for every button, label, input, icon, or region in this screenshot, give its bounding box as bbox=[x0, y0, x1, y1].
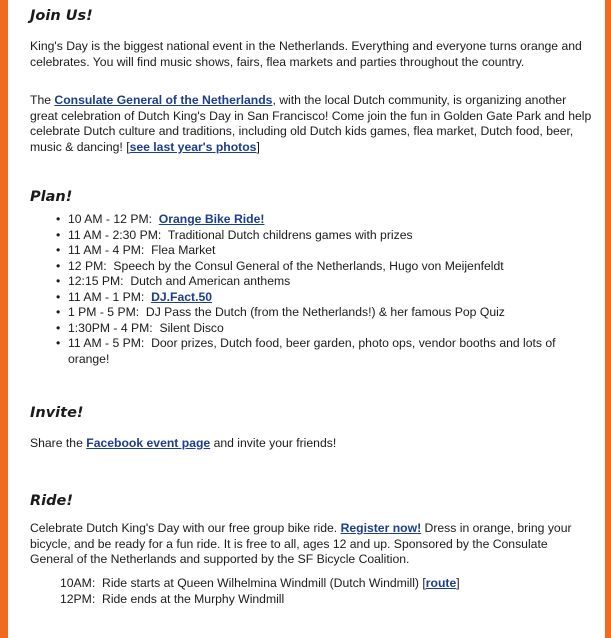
invite-paragraph bbox=[30, 436, 592, 452]
plan-text: DJ Pass the Dutch (from the Netherlands!) & her famous Pop Quiz bbox=[145, 305, 505, 320]
text: ] bbox=[256, 139, 260, 154]
plan-text: Speech by the Consul General of the Netherlands, Hugo von Meijenfeldt bbox=[113, 258, 504, 273]
plan-text: Door prizes, Dutch food, beer garden, photo ops, vendor booths and lots of orange! bbox=[68, 336, 556, 366]
plan-item: • 12:15 PM: Dutch and American anthems bbox=[56, 274, 291, 289]
plan-time: 11 AM - 1 PM: bbox=[68, 289, 145, 304]
text: Celebrate Dutch King's Day with our free group bike ride. bbox=[30, 521, 341, 535]
plan-item: • 1:30PM - 4 PM: Silent Disco bbox=[56, 320, 224, 335]
plan-time: 1 PM - 5 PM: bbox=[68, 305, 140, 320]
ride-time: 10AM: bbox=[60, 576, 96, 590]
plan-item: • 1 PM - 5 PM: DJ Pass the Dutch (from the Netherlands!) & her famous Pop Quiz bbox=[56, 305, 505, 320]
orange-bike-ride-link[interactable]: Orange Bike Ride! bbox=[158, 212, 265, 226]
plan-item: • 11 AM - 4 PM: Flea Market bbox=[56, 243, 216, 258]
plan-text: Dutch and American anthems bbox=[130, 274, 291, 289]
plan-heading: Plan! bbox=[30, 189, 73, 205]
ride-schedule-item bbox=[60, 576, 460, 592]
ride-text: Ride starts at Queen Wilhelmina Windmill (Dutch Windmill) [ bbox=[102, 576, 426, 590]
dj-fact-50-link[interactable]: DJ.Fact.50 bbox=[151, 289, 213, 304]
plan-time: 12 PM: bbox=[68, 258, 107, 273]
plan-time: 11 AM - 5 PM: bbox=[68, 336, 145, 351]
text: The bbox=[30, 93, 55, 107]
ride-paragraph bbox=[30, 521, 592, 568]
join-paragraph-1: King's Day is the biggest national event in the Netherlands. Everything and everyone turns orange and celebrates. You will find music shows, fairs, flea markets and parties throughout the country. bbox=[30, 39, 582, 69]
join-paragraph-2 bbox=[30, 93, 592, 155]
register-link[interactable]: Register now! bbox=[340, 521, 422, 535]
plan-list bbox=[30, 212, 590, 367]
text: Share the bbox=[30, 436, 87, 450]
facebook-event-link[interactable]: Facebook event page bbox=[86, 436, 211, 450]
text: ] bbox=[456, 576, 460, 590]
plan-item: • 11 AM - 1 PM: DJ.Fact.50 bbox=[56, 289, 213, 304]
plan-time: 12:15 PM: bbox=[68, 274, 124, 289]
plan-time: 11 AM - 4 PM: bbox=[68, 243, 145, 258]
ride-text: Ride ends at the Murphy Windmill bbox=[102, 591, 285, 606]
plan-time: 10 AM - 12 PM: bbox=[68, 212, 152, 226]
plan-item: • 11 AM - 2:30 PM: Traditional Dutch childrens games with prizes bbox=[56, 227, 413, 242]
text: and invite your friends! bbox=[210, 436, 337, 450]
ride-time: 12PM: bbox=[60, 591, 96, 606]
ride-schedule bbox=[60, 576, 460, 607]
plan-item: • 12 PM: Speech by the Consul General of the Netherlands, Hugo von Meijenfeldt bbox=[56, 258, 504, 273]
consulate-link[interactable]: Consulate General of the Netherlands bbox=[54, 93, 273, 107]
route-link[interactable]: route bbox=[425, 576, 457, 590]
plan-time: 11 AM - 2:30 PM: bbox=[68, 227, 162, 242]
text: Dress in orange, bring your bicycle, and be ready for a fun ride. It is free to all, ages 12 and up. Sponsored by the Consulate General of the Netherlands and supported by the SF Bicycle Coalition. bbox=[30, 521, 572, 567]
join-heading: Join Us! bbox=[30, 8, 93, 24]
plan-text: Traditional Dutch childrens games with prizes bbox=[167, 227, 413, 242]
plan-item: • 10 AM - 12 PM: Orange Bike Ride! bbox=[56, 212, 265, 226]
photos-link[interactable]: see last year's photos bbox=[129, 139, 257, 154]
plan-text: Silent Disco bbox=[159, 320, 224, 335]
plan-time: 1:30PM - 4 PM: bbox=[68, 320, 153, 335]
plan-item: • 11 AM - 5 PM: Door prizes, Dutch food, beer garden, photo ops, vendor booths and lots of orange! bbox=[56, 336, 556, 366]
ride-heading: Ride! bbox=[30, 493, 73, 509]
text: , with the local Dutch community, is organizing another great celebration of Dutch King's Day in San Francisco! Come join the fun in Golden Gate Park and help celebrate Dutch culture and traditions, including old Dutch kids games, flea market, Dutch food, beer, music & dancing! [ bbox=[30, 93, 592, 154]
plan-text: Flea Market bbox=[151, 243, 216, 258]
ride-schedule-item bbox=[60, 592, 460, 608]
invite-heading: Invite! bbox=[30, 405, 84, 421]
